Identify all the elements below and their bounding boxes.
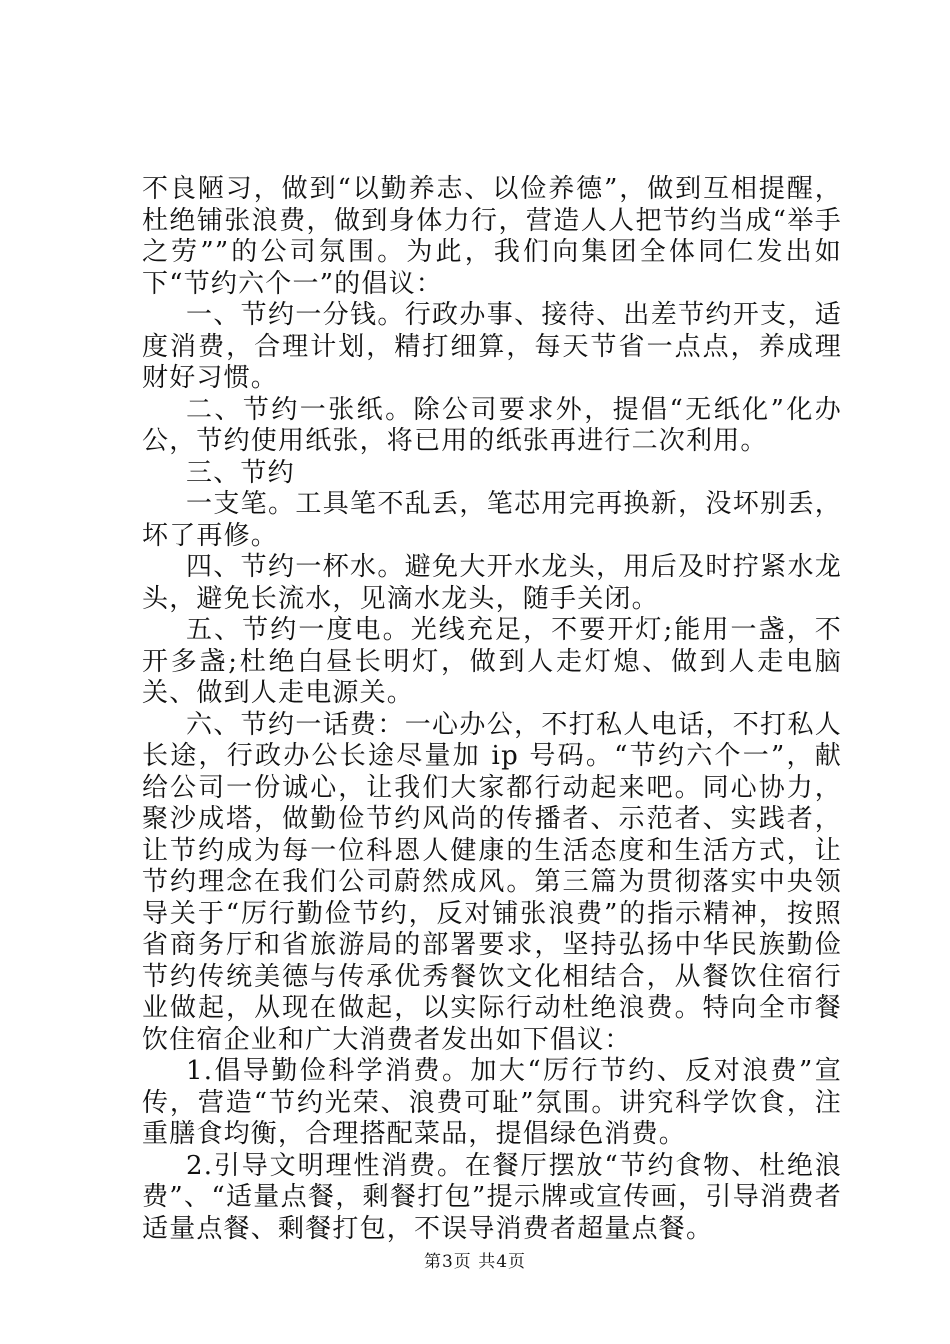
paragraph-numbered-1: 1.倡导勤俭科学消费。加大“厉行节约、反对浪费”宣传，营造“节约光荣、浪费可耻”氛围。讲究科学饮食，注重膳食均衡，合理搭配菜品，提倡绿色消费。 bbox=[142, 1056, 842, 1149]
paragraph-numbered-2: 2.引导文明理性消费。在餐厅摆放“节约食物、杜绝浪费”、“适量点餐，剩餐打包”提示牌或宣传画，引导消费者适量点餐、剩餐打包，不误导消费者超量点餐。 bbox=[142, 1150, 842, 1244]
paragraph-item-3-body: 一支笔。工具笔不乱丢，笔芯用完再换新，没坏别丢，坏了再修。 bbox=[142, 489, 842, 551]
paragraph-opening: 不良陋习，做到“以勤养志、以俭养德”，做到互相提醒，杜绝铺张浪费，做到身体力行，营造人人把节约当成“举手之劳””的公司氛围。为此，我们向集团全体同仁发出如下“节约六个一”的倡议： bbox=[142, 174, 842, 299]
page-number-footer: 第3页 共4页 bbox=[423, 1252, 527, 1272]
paragraph-item-4: 四、节约一杯水。避免大开水龙头，用后及时拧紧水龙头，避免长流水，见滴水龙头，随手关闭。 bbox=[142, 552, 842, 614]
paragraph-item-6: 六、节约一话费：一心办公，不打私人电话，不打私人长途，行政办公长途尽量加 ip 号码。“节约六个一”，献给公司一份诚心，让我们大家都行动起来吧。同心协力，聚沙成塔，做勤俭节约风尚的传播者、示范者、实践者，让节约成为每一位科恩人健康的生活态度和生活方式，让节约理念在我们公司蔚然成风。第三篇为贯彻落实中央领导关于“厉行勤俭节约，反对铺张浪费”的指示精神，按照省商务厅和省旅游局的部署要求，坚持弘扬中华民族勤俭节约传统美德与传承优秀餐饮文化相结合，从餐饮住宿行业做起，从现在做起，以实际行动杜绝浪费。特向全市餐饮住宿企业和广大消费者发出如下倡议： bbox=[142, 709, 842, 1055]
document-body bbox=[142, 174, 842, 1245]
paragraph-item-2: 二、节约一张纸。除公司要求外，提倡“无纸化”化办公，节约使用纸张，将已用的纸张再进行二次利用。 bbox=[142, 394, 842, 456]
paragraph-item-5: 五、节约一度电。光线充足，不要开灯;能用一盏，不开多盏;杜绝白昼长明灯，做到人走灯熄、做到人走电脑关、做到人走电源关。 bbox=[142, 615, 842, 708]
paragraph-item-1: 一、节约一分钱。行政办事、接待、出差节约开支，适度消费，合理计划，精打细算，每天节省一点点，养成理财好习惯。 bbox=[142, 300, 842, 393]
paragraph-item-3-heading: 三、节约 bbox=[186, 457, 295, 488]
